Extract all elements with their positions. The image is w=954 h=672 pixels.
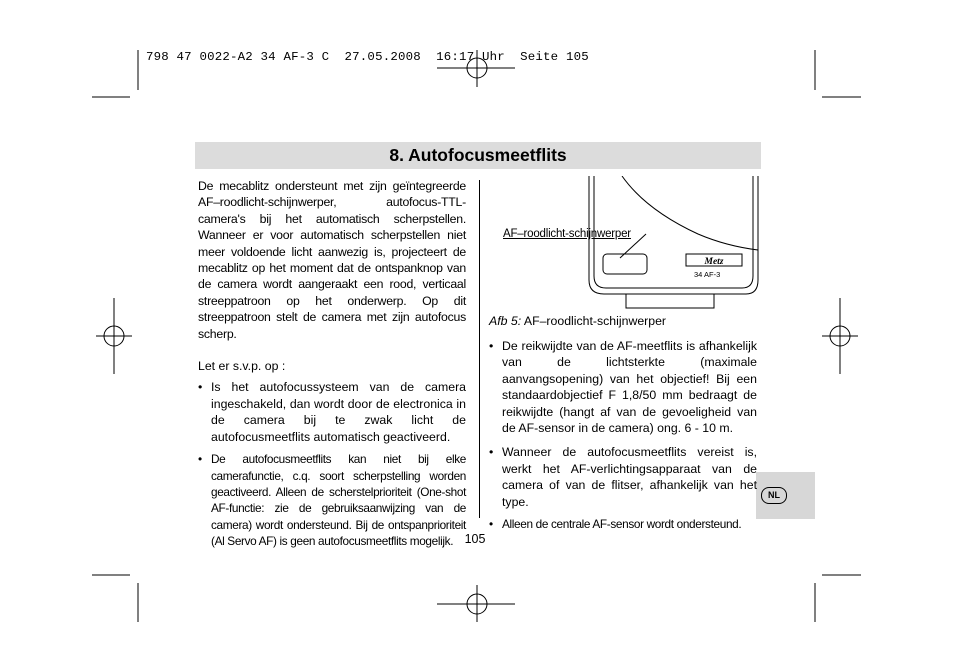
bullet-icon: • <box>198 452 202 467</box>
model-label: 34 AF-3 <box>694 270 721 279</box>
registration-mark-right <box>822 298 858 374</box>
list-item: • Is het autofocussysteem van de camera ingeschakeld, dan wordt door de electronica in de camera bij te zwak licht de autofocusmeetflits automatisch geactiveerd. <box>198 380 466 444</box>
right-column <box>489 338 757 538</box>
flash-unit-illustration <box>586 176 762 310</box>
section-title: 8. Autofocusmeetflits <box>389 145 567 165</box>
list-item: • De autofocusmeetflits kan niet bij elke camerafunctie, c.q. soort scherpstelling worden geactiveerd. Alleen de scherstelprioriteit (One-shot AF-functie: zie de gebruiksaanwijzing van de camera) wordt ondersteund. Bij de ontspanprioriteit (Al Servo AF) is geen autofocusmeetflits mogelijk. <box>198 452 466 549</box>
list-item: • Wanneer de autofocusmeetflits vereist is, werkt het AF-verlichtingsapparaat van de camera of van de flitser, afhankelijk van het type. <box>489 445 757 509</box>
registration-mark-left <box>96 298 132 374</box>
brand-logo-text: Metz <box>704 257 724 267</box>
intro-paragraph: De mecablitz ondersteunt met zijn geïntegreerde AF–roodlicht-schijnwerper, autofocus-TTL-camera's bij het automatisch scherpstellen. Wanneer er voor automatisch scherpstellen niet meer voldoende licht aanwezig is, projecteert de mecablitz op het moment dat de ontspanknop van de camera wordt aangeraakt een rood, verticaal streeppatroon op het onderwerp. Op dit streeppatroon stelt de camera met zijn autofocus scherp. <box>198 179 466 341</box>
column-divider <box>479 180 480 518</box>
left-column <box>198 178 466 556</box>
af-emitter-callout: AF–roodlicht-schijnwerper <box>503 228 631 240</box>
caption-text: AF–roodlicht-schijnwerper <box>521 314 667 328</box>
registration-mark-bottom <box>437 585 515 622</box>
bullet-icon: • <box>489 517 493 532</box>
figure-caption <box>489 314 666 328</box>
list-item: • Alleen de centrale AF-sensor wordt ondersteund. <box>489 517 742 532</box>
bullet-icon: • <box>489 339 494 353</box>
list-item: • De reikwijdte van de AF-meetflits is afhankelijk van de lichtsterkte (maximale aanvangsopening) van het objectief! Bij een standaardobjectief F 1,8/50 mm bedraagt de reikwijdte (hangt af van de gevoeligheid van de AF-sensor in de camera) ong. 6 - 10 m. <box>489 339 757 436</box>
caption-prefix: Afb 5: <box>489 314 522 328</box>
bullet-icon: • <box>489 445 494 460</box>
page-number: 105 <box>464 532 486 546</box>
note-heading: Let er s.v.p. op : <box>198 359 286 374</box>
print-header: 798 47 0022-A2 34 AF-3 C 27.05.2008 16:17 Uhr Seite 105 <box>146 50 589 64</box>
bullet-icon: • <box>198 380 203 395</box>
language-badge: NL <box>761 487 787 504</box>
